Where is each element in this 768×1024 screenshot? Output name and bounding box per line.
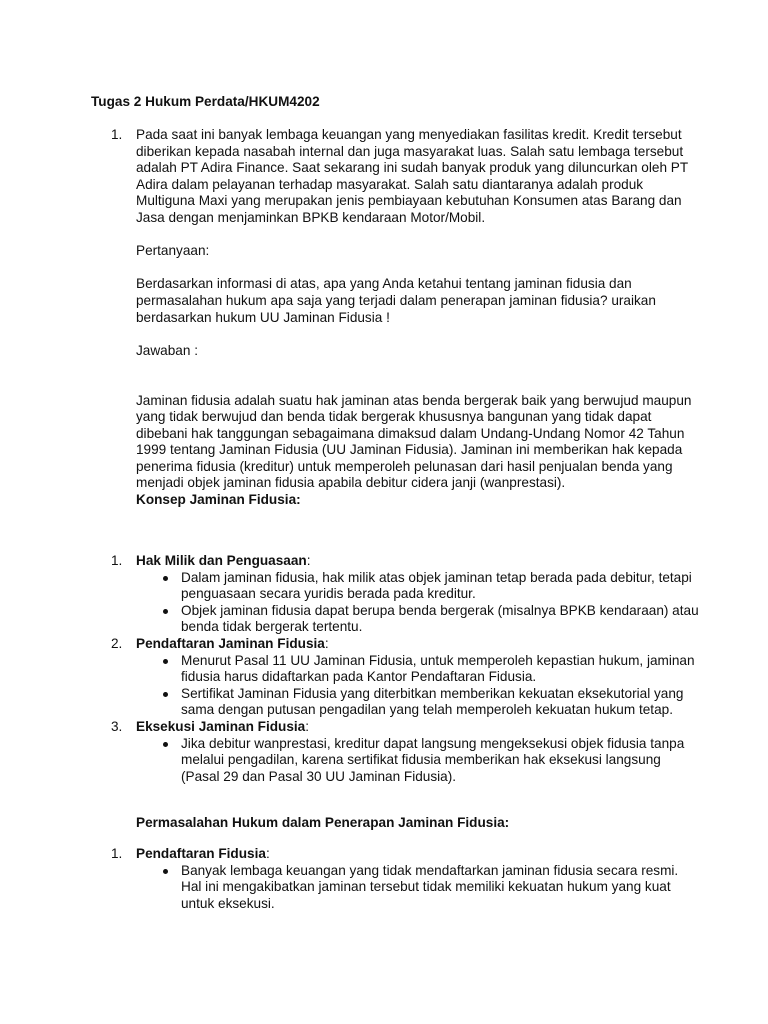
- problem-bullet: Banyak lembaga keuangan yang tidak mendaftarkan jaminan fidusia secara resmi. Hal ini mengakibatkan jaminan tersebut tidak memiliki kekuatan hukum yang kuat untuk eksekusi.: [136, 863, 701, 913]
- concept-item: 3. Eksekusi Jaminan Fidusia: Jika debitur wanprestasi, kreditur dapat langsung mengeksekusi objek fidusia tanpa melalui pengadilan, karena sertifikat fidusia memberikan hak eksekusi langsung (Pasal 29 dan Pasal 30 UU Jaminan Fidusia).: [111, 719, 711, 785]
- concept-bullet: Objek jaminan fidusia dapat berupa benda bergerak (misalnya BPKB kendaraan) atau benda tidak bergerak tertentu.: [136, 603, 701, 636]
- concept-bullet: Jika debitur wanprestasi, kreditur dapat langsung mengeksekusi objek fidusia tanpa melalui pengadilan, karena sertifikat fidusia memberikan hak eksekusi langsung (Pasal 29 dan Pasal 30 UU Jaminan Fidusia).: [136, 736, 701, 786]
- question-label: Pertanyaan:: [136, 243, 210, 259]
- question-number: 1.: [111, 127, 123, 142]
- concept-list: [111, 553, 711, 785]
- answer-label: Jawaban :: [136, 342, 198, 358]
- problem-heading: Permasalahan Hukum dalam Penerapan Jaminan Fidusia:: [136, 815, 510, 830]
- concept-item: 1. Hak Milik dan Penguasaan: Dalam jaminan fidusia, hak milik atas objek jaminan tetap berada pada debitur, tetapi penguasaan secara yuridis berada pada kreditur. Objek jaminan fidusia dapat berupa benda bergerak (misalnya BPKB kendaraan) atau benda tidak bergerak tertentu.: [111, 553, 711, 636]
- concept-number: 1.: [111, 553, 123, 568]
- concept-title: Eksekusi Jaminan Fidusia: [136, 718, 306, 734]
- concept-bullet: Sertifikat Jaminan Fidusia yang diterbitkan memberikan kekuatan eksekutorial yang sama dengan putusan pengadilan yang telah memperoleh kekuatan hukum tetap.: [136, 686, 701, 719]
- concept-item: 2. Pendaftaran Jaminan Fidusia: Menurut Pasal 11 UU Jaminan Fidusia, untuk memperoleh kepastian hukum, jaminan fidusia harus didaftarkan pada Kantor Pendaftaran Fidusia. Sertifikat Jaminan Fidusia yang diterbitkan memberikan kekuatan eksekutorial yang sama dengan putusan pengadilan yang telah memperoleh kekuatan hukum tetap.: [111, 636, 711, 719]
- question-intro: Pada saat ini banyak lembaga keuangan yang menyediakan fasilitas kredit. Kredit tersebut diberikan kepada nasabah internal dan juga masyarakat luas. Salah satu lembaga tersebut adalah PT Adira Finance. Saat sekarang ini sudah banyak produk yang diluncurkan oleh PT Adira dalam pelayanan terhadap masyarakat. Salah satu diantaranya adalah produk Multiguna Maxi yang merupakan jenis pembiayaan kebutuhan Konsumen atas Barang dan Jasa dengan menjaminkan BPKB kendaraan Motor/Mobil.: [136, 127, 688, 225]
- question-block: [136, 127, 696, 509]
- concept-bullet: Dalam jaminan fidusia, hak milik atas objek jaminan tetap berada pada debitur, tetapi penguasaan secara yuridis berada pada kreditur.: [136, 570, 701, 603]
- concept-title: Pendaftaran Jaminan Fidusia: [136, 635, 325, 651]
- problem-item: 1. Pendaftaran Fidusia: Banyak lembaga keuangan yang tidak mendaftarkan jaminan fidusia secara resmi. Hal ini mengakibatkan jaminan tersebut tidak memiliki kekuatan hukum yang kuat untuk eksekusi.: [111, 846, 711, 912]
- concept-number: 2.: [111, 635, 123, 651]
- document-title: Tugas 2 Hukum Perdata/HKUM4202: [91, 94, 320, 109]
- answer-intro: Jaminan fidusia adalah suatu hak jaminan atas benda bergerak baik yang berwujud maupun yang tidak berwujud dan benda tidak bergerak khususnya bangunan yang tidak dapat dibebani hak tanggungan sebagaimana dimaksud dalam Undang-Undang Nomor 42 Tahun 1999 tentang Jaminan Fidusia (UU Jaminan Fidusia). Jaminan ini memberikan hak kepada penerima fidusia (kreditur) untuk memperoleh pelunasan dari hasil penjualan benda yang menjadi objek jaminan fidusia apabila debitur cidera janji (wanprestasi).: [136, 392, 692, 491]
- concept-heading: Konsep Jaminan Fidusia:: [136, 492, 301, 508]
- problem-title: Pendaftaran Fidusia: [136, 846, 266, 861]
- concept-title: Hak Milik dan Penguasaan: [136, 553, 307, 568]
- concept-bullet: Menurut Pasal 11 UU Jaminan Fidusia, untuk memperoleh kepastian hukum, jaminan fidusia harus didaftarkan pada Kantor Pendaftaran Fidusia.: [136, 653, 701, 686]
- problem-list: [111, 846, 711, 912]
- problem-number: 1.: [111, 846, 123, 861]
- concept-number: 3.: [111, 718, 123, 734]
- question-text: Berdasarkan informasi di atas, apa yang Anda ketahui tentang jaminan fidusia dan permasalahan hukum apa saja yang terjadi dalam penerapan jaminan fidusia? uraikan berdasarkan hukum UU Jaminan Fidusia !: [136, 276, 656, 325]
